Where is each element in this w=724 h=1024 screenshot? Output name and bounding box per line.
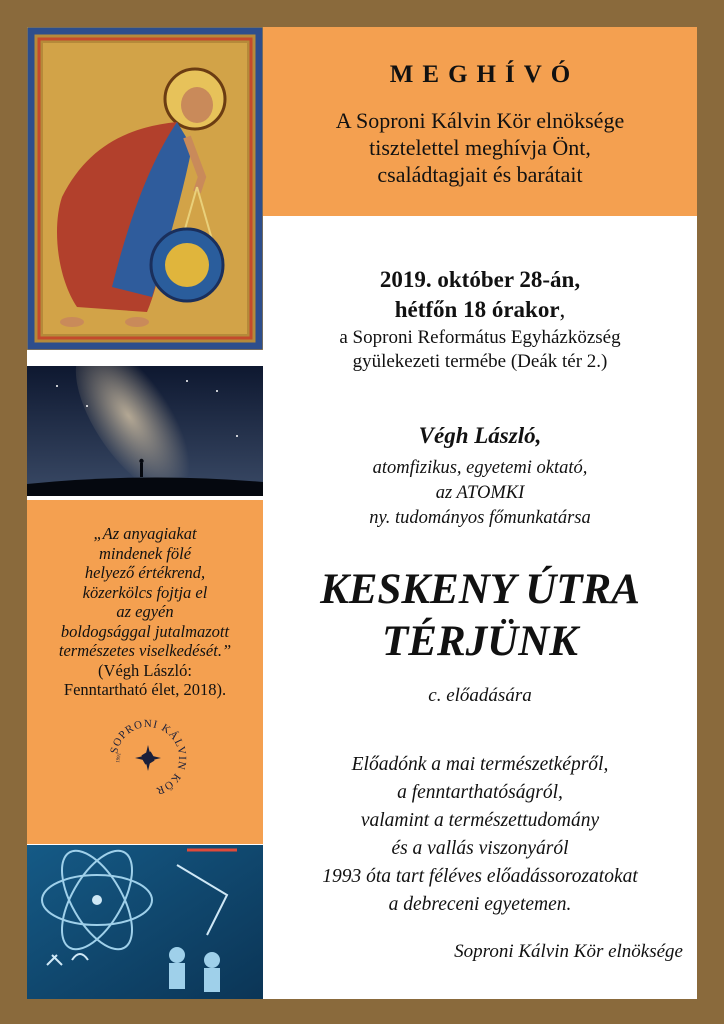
event-place (263, 326, 697, 374)
header-line: családtagjait és barátait (377, 162, 583, 187)
page-title: MEGHÍVÓ (389, 61, 580, 88)
quote-line: „Az anyagiakat (93, 524, 197, 543)
description-line: valamint a természettudomány (360, 810, 600, 831)
speaker-info-line: ny. tudományos főmunkatársa (369, 508, 591, 528)
speaker-name: Végh László, (418, 423, 542, 448)
quote-line: természetes viselkedését.” (58, 641, 232, 660)
invitation-header (263, 27, 697, 216)
quote-box (27, 500, 263, 844)
place-line: a Soproni Református Egyházközség (339, 327, 621, 348)
speaker-info (263, 456, 697, 531)
event-time-suffix: , (559, 297, 566, 322)
header-text (263, 107, 697, 188)
lecture-title-line: KESKENY ÚTRA (320, 566, 640, 613)
event-date: 2019. október 28-án, (379, 267, 581, 292)
signature: Soproni Kálvin Kör elnöksége (454, 941, 683, 962)
header-line: tisztelettel meghívja Önt, (369, 135, 591, 160)
event-datetime (263, 265, 697, 325)
invitation-page (27, 27, 697, 999)
description-line: és a vallás viszonyáról (391, 838, 569, 859)
description-line: a debreceni egyetemen. (388, 894, 572, 915)
milky-way-image (27, 366, 263, 496)
medieval-painting-image (27, 27, 263, 350)
quote-attribution: Fenntartható élet, 2018). (63, 680, 227, 699)
header-line: A Soproni Kálvin Kör elnöksége (335, 108, 625, 133)
quote-attribution: (Végh László: (98, 660, 192, 680)
star-icon (135, 745, 161, 771)
event-time: hétfőn 18 órakor (394, 297, 560, 322)
speaker-info-line: atomfizikus, egyetemi oktató, (372, 458, 588, 478)
kalvin-kor-emblem (105, 715, 191, 801)
quote-line: mindenek fölé (98, 543, 192, 563)
quote-line: helyező értékrend, (84, 563, 206, 582)
quote (37, 524, 253, 700)
quote-line: közerkölcs fojtja el (82, 582, 208, 602)
speaker-info-line: az ATOMKI (435, 483, 525, 503)
quote-line: boldogsággal jutalmazott (60, 621, 230, 641)
event-time-line (263, 295, 697, 325)
description-line: 1993 óta tart féléves előadássorozatokat (322, 866, 638, 887)
emblem-year: 1991 (116, 752, 123, 764)
emblem-text: SOPRONI KÁLVIN KÖR (108, 717, 189, 797)
description-line: Előadónk a mai természetképről, (351, 754, 609, 775)
description (263, 751, 697, 919)
place-line: gyülekezeti termébe (Deák tér 2.) (352, 351, 608, 372)
quote-line: az egyén (116, 602, 174, 621)
lecture-title-line: TÉRJÜNK (382, 618, 578, 665)
description-line: a fenntarthatóságról, (397, 782, 563, 803)
physics-formula-image (27, 845, 263, 999)
lecture-title (263, 564, 697, 668)
lecture-suffix: c. előadására (428, 685, 532, 706)
left-column (27, 27, 263, 999)
